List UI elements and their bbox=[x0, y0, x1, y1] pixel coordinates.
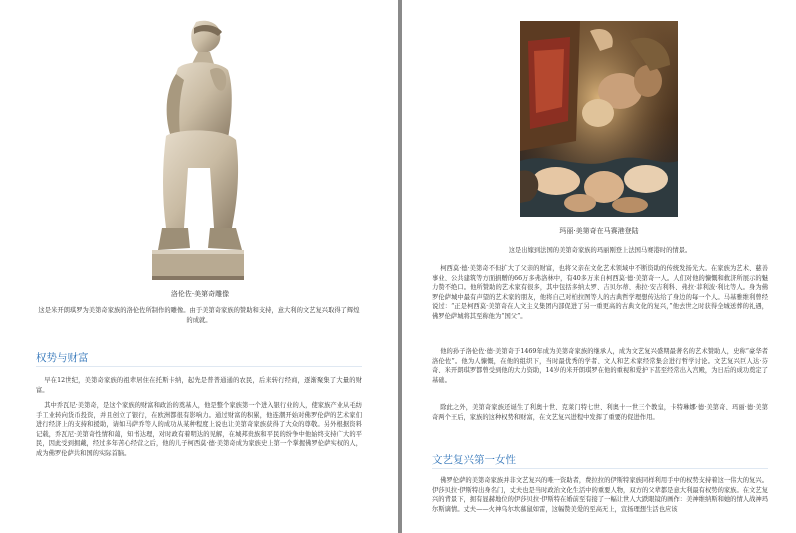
right-page bbox=[402, 0, 796, 533]
section-rule bbox=[36, 366, 362, 367]
left-paragraph-2: 其中乔瓦尼·美第奇，是这个家族的财富和政治的奠基人，他是整个家族第一个进入银行业的人，使家族产业从毛纺手工业转向货币投资，并且创立了银行，在欧洲都很有影响力。通过财富的积累，他连潮开始对佛罗伦萨的艺术家们进行经济上的支持和援助，请如马萨乔等人的成功从某种程度上说也让美第奇家族获得了大众的尊敬。另外根据资料记载，乔瓦尼·美第奇性情和蔼，知书达理，对时政有着明达的见解，在城邦贵族和平民的纷争中他始终支持广大的平民，因此受到拥戴，经过多年苦心经营之后，他的儿子柯西莫·德·美第奇成为家族史上第一个掌握佛罗伦萨实权的人，成为佛罗伦萨共和国的实际首脑。 bbox=[36, 402, 362, 457]
left-figure-caption: 洛伦佐·美第奇雕像 bbox=[170, 290, 230, 298]
section-rule bbox=[432, 468, 768, 469]
marie-medici-painting-figure bbox=[520, 21, 678, 217]
left-figure-description: 这是米开朗琪罗为美第奇家族的洛伦佐所制作的雕像。由于美第奇家族的赞助和支持，意大利的文艺复兴取得了辉煌的成就。 bbox=[38, 307, 360, 324]
right-paragraph-2: 他的孙子洛伦佐·德·美第奇于1469年成为美第奇家族的继承人，成为文艺复兴盛期最著名的艺术赞助人，史称“豪华者洛伦佐”。他为人慷慨，在他的组织下，当时最优秀的学者、文人和艺术家经常集会进行哲学讨论。文艺复兴巨人达·芬奇、米开朗琪罗都曾受到他的大力资助，14岁的米开朗琪罗在他的重视和爱护下甚至经常出入宫殿，为日后的成功奠定了基础。 bbox=[432, 348, 768, 384]
section-title-power-wealth: 权势与财富 bbox=[36, 352, 89, 364]
right-paragraph-4: 佛罗伦萨的美第奇家族并非文艺复兴的唯一资助者，费拉拉的伊斯特家族同样利用手中的权势支持着这一伟大的复兴。伊莎贝拉·伊斯特出身名门，丈夫也是当时政治文化生活中的重要人物，双方的父辈都是意大利最有权势的家族。在文艺复兴的背景下，拥有显赫地位的伊莎贝拉·伊斯特在婚前至有接了一幅让世人大跌眼镜的画作：美神维纳斯和她的情人战神玛尔斯谪情。丈夫——火神乌尔坎慕鼠如雷，这幅赞美爱的至高无上，宣扬理想生活也应该 bbox=[432, 477, 768, 513]
section-title-renaissance-woman: 文艺复兴第一女性 bbox=[432, 454, 516, 466]
right-paragraph-1: 柯西莫·德·美第奇不但扩大了父亲的财富，也将父亲在文化艺术领域中不断资助的传统发扬光大。在家族为艺术、慈善事业、公共建筑等方面捐赠的66万多弗洛林中，有40多万来自柯西莫·德·美第奇一人。人们对他的慷慨和救济所展示的魅力赞不绝口。他所赞助的艺术家有很多，其中包括多纳太罗、吉贝尔蒂、弗拉·安吉利科、弗拉·菲利波·利比等人。身为佛罗伦萨城中最有声望的艺术家的朋友，他将自己对柏拉图等人的古典哲学理想传达给了身边的每一个人。马基雅维利曾经说过：“正是柯西莫·美第奇在人文主义集团内部促进了另一重更高的古典文化的复兴，”他去世之时获得全城送葬的礼遇，佛罗伦萨城将其至称他为“国父”。 bbox=[432, 265, 768, 320]
right-figure-description: 这是出嫁到法国的美第奇家族的玛丽刚登上法国马赛港时的情景。 bbox=[508, 247, 692, 254]
lorenzo-statue-figure bbox=[148, 18, 248, 280]
left-paragraph-1: 早在12世纪，美第奇家族的祖辈居住在托斯卡纳，起先是普普通通的农民，后来转行经商，逐渐聚集了大量的财富。 bbox=[36, 377, 362, 394]
marie-medici-painting-image bbox=[520, 21, 678, 217]
right-paragraph-3: 除此之外，美第奇家族还诞生了利奥十世、克莱门特七世、利奥十一世三个教皇，卡特琳娜·德·美第奇、玛丽·德·美第奇两个王后，家族的这种权势和财富，在文艺复兴进程中发挥了重要的促进作用。 bbox=[432, 404, 768, 421]
lorenzo-statue-image bbox=[148, 18, 248, 280]
right-figure-caption: 玛丽·美第奇在马赛港登陆 bbox=[559, 227, 639, 235]
